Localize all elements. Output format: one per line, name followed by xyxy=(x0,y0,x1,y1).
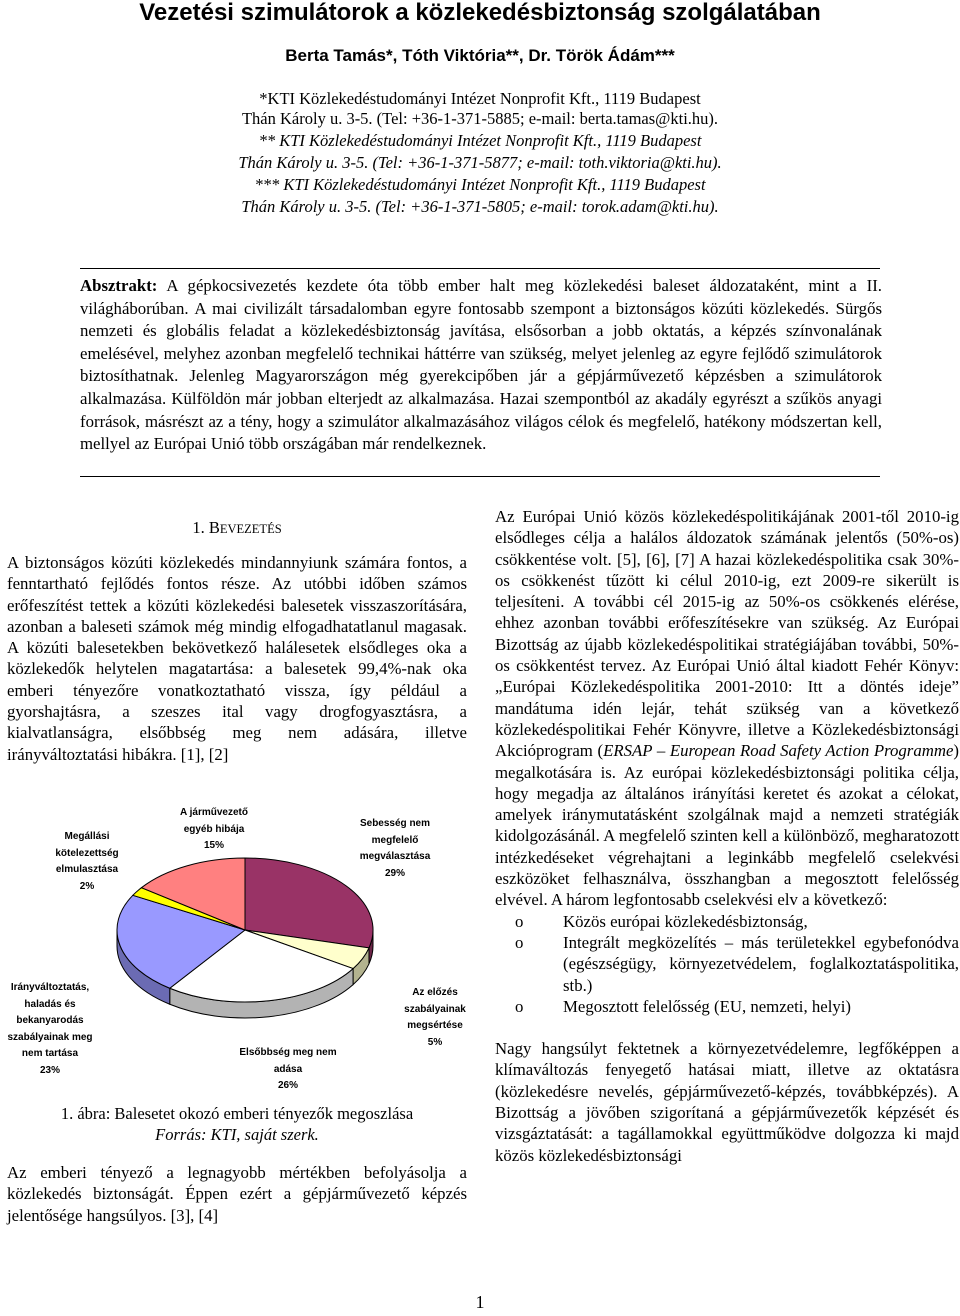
right-para1 xyxy=(495,506,959,911)
left-paragraph-1 xyxy=(7,552,467,765)
list-item-text: Integrált megközelítés – más területekkel egybefonódva (egészségügy, környezetvédelem, foglalkoztatáspolitika, stb.) xyxy=(563,932,959,995)
principles-list xyxy=(495,911,959,1017)
page-number: 1 xyxy=(475,1292,485,1312)
pie-label-line: Megállási xyxy=(64,831,110,842)
list-item xyxy=(495,911,959,932)
list-item-text: Megosztott felelősség (EU, nemzeti, helyi) xyxy=(563,996,851,1016)
right-para1-b: ) megalkotására is. Az európai közlekedésbiztonsági politika célja, hogy megadja az általános irányítási keretet és azokat a célokat, amelyek iránymutatásként szolgálnak majd a nemzeti stratégiák kidolgozásánál. A megfelelő szinten kell a különböző, megharatozott intézkedéseket végrehajtani a leginkább megfelelő cselekvési eszközöket felhasználva, összhangban a megosztott felelősség elvével. A három legfontosabb cselekvési elv a következő: xyxy=(495,741,959,910)
abstract-label: Absztrakt: xyxy=(80,276,158,295)
affiliation-line: *** KTI Közlekedéstudományi Intézet Nonprofit Kft., 1119 Budapest xyxy=(254,175,706,194)
abstract xyxy=(80,275,882,456)
right-para1-italic: ERSAP – European Road Safety Action Programme xyxy=(603,741,954,761)
affiliation-line: *KTI Közlekedéstudományi Intézet Nonprofit Kft., 1119 Budapest xyxy=(259,89,701,108)
pie-label-line: nem tartása xyxy=(21,1048,79,1059)
pie-label-line: 29% xyxy=(384,867,405,879)
pie-label xyxy=(352,816,438,882)
pie-label xyxy=(4,980,96,1079)
pie-label-line: 23% xyxy=(39,1064,60,1076)
pie-label-line: Elsőbbség meg nem xyxy=(239,1047,337,1058)
affiliation-line: Thán Károly u. 3-5. (Tel: +36-1-371-5885; e-mail: berta.tamas@kti.hu). xyxy=(241,109,719,128)
pie-label xyxy=(238,1045,338,1095)
pie-label-line: Sebesség nem xyxy=(359,818,431,829)
left-para1-text: A biztonságos közúti közlekedés mindannyiunk számára fontos, a fenntartható fejlődés fontos része. Az utóbbi időben számos erőfeszítést tettek a közúti közlekedési balesetek visszaszorítására, azonban a baleseti számok még mindig elfogadhatatlanul magasak. A közúti balesetekben bekövetkező halálesetek elsődleges oka a közlekedők helytelen magatartása: a balesetek 99,4%-nak oka emberi tényezőre vonatkoztatható vissza, így például a gyorshajtásra, a szeszes ital vagy drogfogyasztásra, a kialvatlanságra, elsőbbség meg nem adására, illetve irányváltoztatási hibákra. [1], [2] xyxy=(7,553,467,764)
right-para1-a: Az Európai Unió közös közlekedéspolitikájának 2001-től 2010-ig elsődleges célja a halálos áldozatok számának jelentős (50%-os) csökkentése volt. [5], [6], [7] A hazai közlekedéspolitika csak 30%-os csökkenést tűzött ki célul 2010-ig, ezt 2009-re sikerült is teljesíteni. A további cél 2015-ig az 50%-os csökkenés elérése, ehhez azonban további erőfeszítésekre van szükség. Az Európai Bizottság az újabb közlekedéspolitikai stratégiájában további, 50%-os csökkentést tervez. Az Európai Unió által kiadott Fehér Könyv: „Európai Közlekedéspolitika 2001-2010: Itt a döntés ideje” mandátuma idén lejár, tehát szükség van a következő közlekedéspolitikai Fehér Könyvre, illetve a Közlekedésbiztonsági Akcióprogram ( xyxy=(495,507,959,761)
figure-caption-line1: 1. ábra: Balesetet okozó emberi tényezők megoszlása xyxy=(60,1104,414,1123)
bullet-glyph: o xyxy=(515,932,524,952)
pie-label-line: haladás és xyxy=(24,998,76,1010)
list-item xyxy=(495,932,959,996)
pie-label-line: A járművezető xyxy=(180,807,248,818)
section-title xyxy=(7,518,467,538)
pie-label-line: adása xyxy=(273,1063,303,1075)
affiliation-line: ** KTI Közlekedéstudományi Intézet Nonprofit Kft., 1119 Budapest xyxy=(258,131,702,150)
pie-label-line: szabályainak xyxy=(404,1003,466,1015)
section-initial: B xyxy=(208,518,220,537)
pie-label-line: 26% xyxy=(277,1080,298,1091)
affiliation-line: Thán Károly u. 3-5. (Tel: +36-1-371-5877; e-mail: toth.viktoria@kti.hu). xyxy=(238,153,722,172)
authors: Berta Tamás*, Tóth Viktória**, Dr. Török Ádám*** xyxy=(285,46,675,65)
pie-label-line: egyéb hibája xyxy=(183,823,245,835)
pie-label-line: szabályainak meg xyxy=(7,1031,93,1043)
section-rest: EVEZETÉS xyxy=(219,522,282,536)
paper-title: Vezetési szimulátorok a közlekedésbiztonság szolgálatában xyxy=(139,0,821,26)
abstract-bottom-rule xyxy=(80,476,880,477)
list-item-text: Közös európai közlekedésbiztonság, xyxy=(563,911,808,931)
pie-label xyxy=(400,985,470,1051)
abstract-text: A gépkocsivezetés kezdete óta több ember halt meg közlekedési baleset áldozataként, mint a II. világháborúban. A mai civilizált társadalomban egyre fontosabb szempont a biztonságos közúti közlekedés. Sürgős nemzeti és globális feladat a közlekedésbiztonság javítása, elsősorban a jobb oktatás, a képzés színvonalának emelésével, melyhez azonban megfelelő technikai háttérre van szükség, melyet jelenleg az egyre fejlődő szimulátorok biztosíthatnak. Jelenleg Magyarországon még gyerekcipőben jár a gépjárművezető képzésben a szimulátorok alkalmazása. Külföldön már jobban elterjedt az alkalmazása. Hazai szempontból az akadály egyrészt a szűkös anyagi források, másrészt az a tény, hogy a szimulátor alkalmazásához világos célok és megfelelő, hatékony módszertan kell, mellyel az Európai Unió több országában már rendelkeznek. xyxy=(80,276,882,454)
pie-label-line: megfelelő xyxy=(371,834,419,846)
pie-label-line: 5% xyxy=(427,1036,443,1048)
list-item xyxy=(495,996,959,1017)
pie-label-line: megsértése xyxy=(407,1020,463,1031)
figure-caption-line2: Forrás: KTI, saját szerk. xyxy=(155,1125,319,1144)
pie-label-line: elmulasztása xyxy=(55,864,119,875)
pie-label-line: bekanyarodás xyxy=(16,1015,84,1026)
affiliation-line: Thán Károly u. 3-5. (Tel: +36-1-371-5805; e-mail: torok.adam@kti.hu). xyxy=(241,197,719,216)
bullet-glyph: o xyxy=(515,996,524,1016)
pie-label-line: Az előzés xyxy=(412,987,458,998)
pie-label-line: 2% xyxy=(79,880,95,892)
abstract-top-rule xyxy=(80,268,880,269)
right-column xyxy=(495,506,959,1166)
pie-label-line: 15% xyxy=(203,840,224,851)
right-para2: Nagy hangsúlyt fektetnek a környezetvédelemre, legfőképpen a klímaváltozás fenyegető hatásai miatt, illetve az oktatásra (közlekedésre nevelés, gépjárművezető-képzés, továbbképzés). A Bizottság a jövőben szigorítaná a gépjárművezetők képzését és vizsgáztatását: a tagállamokkal együttműködve dolgozza ki majd közös közlekedésbiztonsági xyxy=(495,1039,959,1165)
left-paragraph-2 xyxy=(7,1162,467,1226)
pie-label-line: Irányváltoztatás, xyxy=(10,982,90,993)
pie-label-line: kötelezettség xyxy=(55,847,119,859)
pie-label xyxy=(42,829,132,895)
pie-label-line: megválasztása xyxy=(359,851,431,862)
section-number: 1. xyxy=(192,518,209,537)
left-para2-text: Az emberi tényező a legnagyobb mértékben befolyásolja a közlekedés biztonságát. Éppen ezért a gépjárművezető képzés jelentősége hangsúlyos. [3], [4] xyxy=(7,1163,467,1225)
bullet-glyph: o xyxy=(515,911,524,931)
pie-label xyxy=(168,805,260,855)
